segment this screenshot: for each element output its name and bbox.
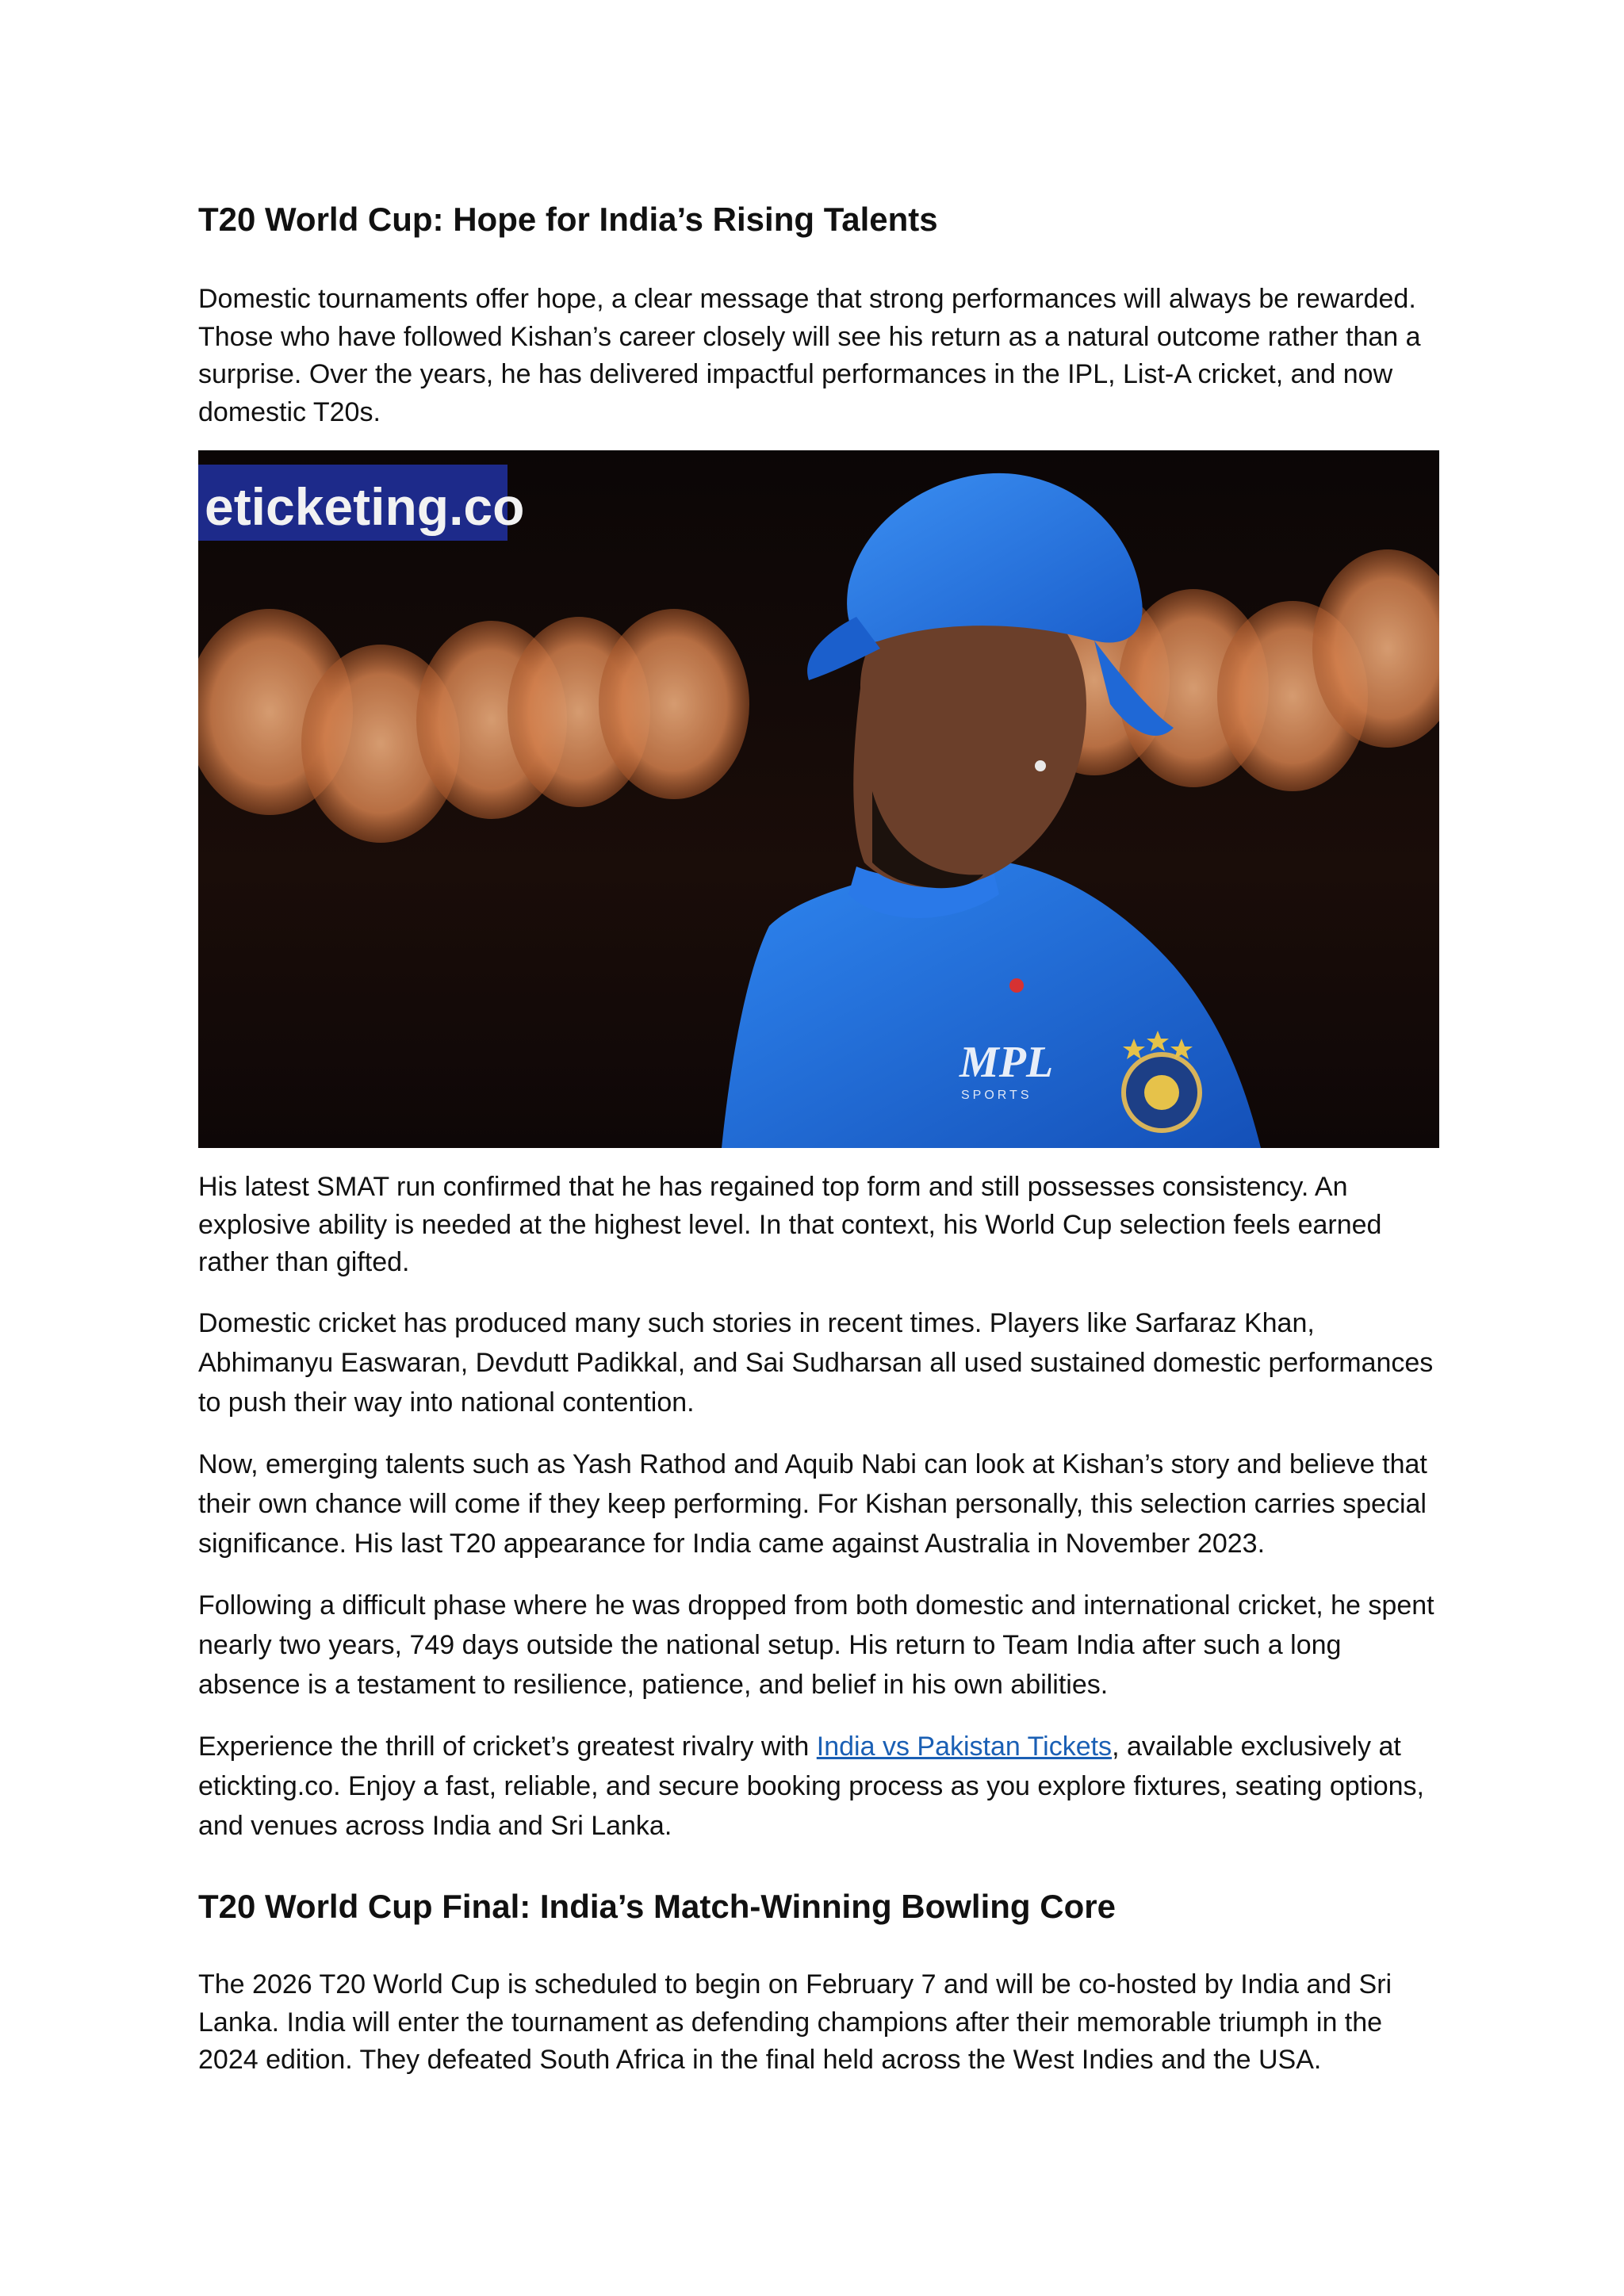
article-photo [198,450,1439,1148]
promo-text-after: , available exclusively at etickting.co. Enjoy a fast, reliable, and secure booking process as you explore fixtures, seating options, and venues across India and Sri Lanka. [198,1732,1424,1841]
paragraph-domestic-hope: Domestic tournaments offer hope, a clear message that strong performances will always be rewarded. Those who have followed Kishan’s career closely will see his return as a natural outcome rather than a surprise. Over the years, he has delivered impactful performances in the IPL, List-A cricket, and now domestic T20s. [198,284,1421,427]
promo-text-before: Experience the thrill of cricket’s greatest rivalry with [198,1732,817,1762]
cricketer-photo-illustration [198,450,1439,1148]
paragraph-2026-schedule: The 2026 T20 World Cup is scheduled to begin on February 7 and will be co-hosted by India and Sri Lanka. India will enter the tournament as defending champions after their memorable triumph in the 2024 edition. They defeated South Africa in the final held across the West Indies and the USA. [198,1969,1392,2075]
paragraph-difficult-phase: Following a difficult phase where he was dropped from both domestic and international cricket, he spent nearly two years, 749 days outside the national setup. His return to Team India after such a long absence is a testament to resilience, patience, and belief in his own abilities. [198,1590,1434,1700]
india-vs-pakistan-tickets-link[interactable]: India vs Pakistan Tickets [816,1732,1113,1762]
jersey-sponsor-text: MPL [959,1038,1054,1087]
paragraph-smat-run: His latest SMAT run confirmed that he has regained top form and still possesses consistency. An explosive ability is needed at the highest level. In that context, his World Cup selection feels earned rather than gifted. [198,1172,1382,1277]
section-heading-bowling-core: T20 World Cup Final: India’s Match-Winning Bowling Core [198,1888,1116,1925]
jersey-sponsor-subtext: SPORTS [961,1089,1032,1102]
paragraph-ticket-promo [198,1727,1439,1846]
section-heading-rising-talents: T20 World Cup: Hope for India’s Rising Talents [198,201,938,238]
watermark-logo [198,465,524,541]
paragraph-domestic-stories: Domestic cricket has produced many such stories in recent times. Players like Sarfaraz Khan, Abhimanyu Easwaran, Devdutt Padikkal, and Sai Sudharsan all used sustained domestic performances to push their way into national contention. [198,1308,1434,1418]
paragraph-emerging-talents: Now, emerging talents such as Yash Rathod and Aquib Nabi can look at Kishan’s story and believe that their own chance will come if they keep performing. For Kishan personally, this selection carries special significance. His last T20 appearance for India came against Australia in November 2023. [198,1449,1427,1559]
watermark-text: eticketing.co [205,477,525,536]
